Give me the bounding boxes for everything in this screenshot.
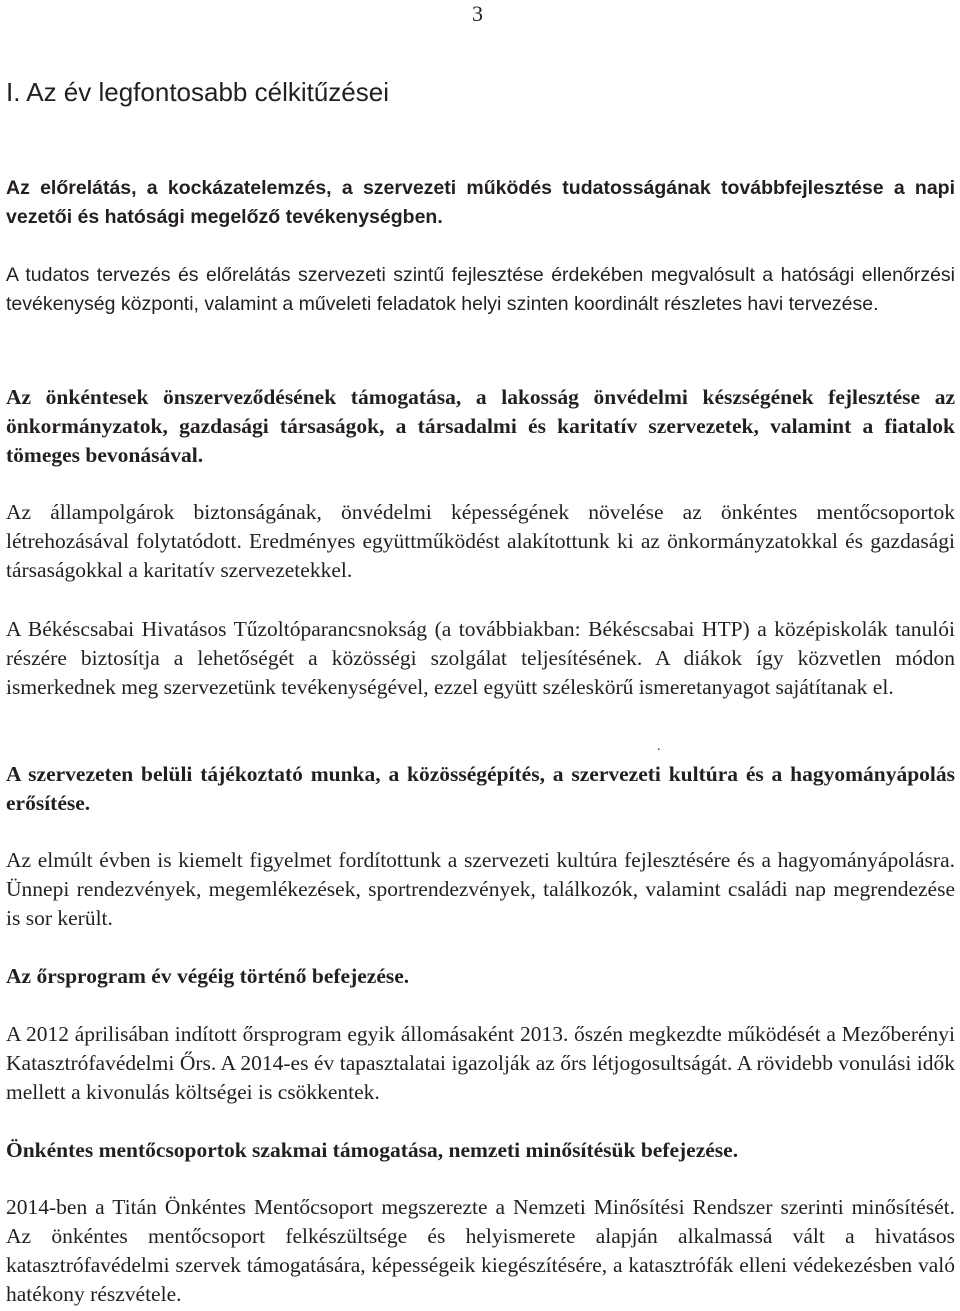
paragraph-rescue-groups: Az állampolgárok biztonságának, önvédelmi képességének növelése az önkéntes mentőcsoportok létrehozásával folytatódott. Eredményes együttműködést alakítottunk ki az önkormányzatokkal és gazdasági társaságokkal a karitatív szervezetekkel. <box>6 500 955 582</box>
heading-station-program: Az őrsprogram év végéig történő befejezése. <box>6 964 410 988</box>
paragraph-traditions: Az elmúlt évben is kiemelt figyelmet fordítottunk a szervezeti kultúra fejlesztésére és a hagyományápolásra. Ünnepi rendezvények, megemlékezések, sportrendezvények, találkozók, valamint családi nap megrendezése is sor került. <box>6 848 955 930</box>
paragraph-station-program: A 2012 áprilisában indított őrsprogram egyik állomásaként 2013. őszén megkezdte működését a Mezőberényi Katasztrófavédelmi Őrs. A 2014-es év tapasztalatai igazolják az őrs létjogosultságát. A rövidebb vonulási idők mellett a kivonulás költségei is csökkentek. <box>6 1022 955 1104</box>
paragraph-titan-rescue: 2014-ben a Titán Önkéntes Mentőcsoport megszerezte a Nemzeti Minősítési Rendszer szerinti minősítését. Az önkéntes mentőcsoport felkészültsége és helyismerete alapján alkalmassá vált a hivatásos katasztrófavédelmi szervek támogatására, képességeik kiegészítésére, a katasztrófák elleni védekezésben való hatékony részvétele. <box>6 1195 955 1306</box>
stray-dot: . <box>657 739 661 754</box>
heading-forecasting: Az előrelátás, a kockázatelemzés, a szervezeti működés tudatosságának továbbfejlesztése a napi vezetői és hatósági megelőző tevékenységben. <box>6 177 955 228</box>
heading-volunteers: Az önkéntesek önszerveződésének támogatása, a lakosság önvédelmi készségének fejlesztése az önkormányzatok, gazdasági társaságok, a társadalmi és karitatív szervezetek, valamint a fiatalok tömeges bevonásával. <box>6 385 955 467</box>
page-number: 3 <box>472 1 483 26</box>
paragraph-htp-students: A Békéscsabai Hivatásos Tűzoltóparancsnokság (a továbbiakban: Békéscsabai HTP) a középiskolák tanulói részére biztosítja a lehetőségét a közösségi szolgálat teljesítésének. A diákok így közvetlen módon ismerkednek meg szervezetünk tevékenységével, ezzel együtt széleskörű ismeretanyagot sajátítanak el. <box>6 617 955 699</box>
heading-rescue-qualification: Önkéntes mentőcsoportok szakmai támogatása, nemzeti minősítésük befejezése. <box>6 1138 739 1162</box>
heading-organizational-culture: A szervezeten belüli tájékoztató munka, a közösségépítés, a szervezeti kultúra és a hagyományápolás erősítése. <box>6 762 955 815</box>
section-title: I. Az év legfontosabb célkitűzései <box>6 77 390 107</box>
paragraph-planning: A tudatos tervezés és előrelátás szervezeti szintű fejlesztése érdekében megvalósult a hatósági ellenőrzési tevékenység központi, valamint a műveleti feladatok helyi szinten koordinált részletes havi tervezése. <box>6 264 955 315</box>
